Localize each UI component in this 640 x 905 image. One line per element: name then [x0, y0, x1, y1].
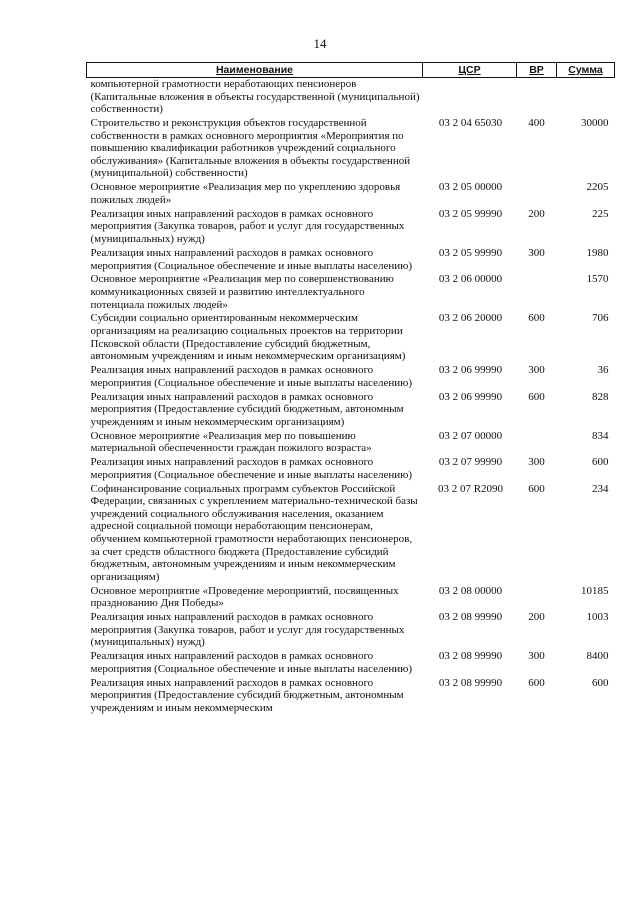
- row-name: Реализация иных направлений расходов в рамках основного мероприятия (Социальное обеспечение и иные выплаты населению): [90, 246, 413, 272]
- row-sum: 600: [592, 676, 609, 689]
- table-row: [87, 117, 615, 181]
- header-sum: [557, 63, 615, 78]
- row-sum: 36: [597, 364, 609, 377]
- table-row: [87, 483, 615, 585]
- header-name-label: Наименование: [215, 64, 294, 76]
- header-csr-label: ЦСР: [458, 64, 481, 76]
- row-csr: 03 2 08 99990: [438, 611, 503, 624]
- row-sum: 10185: [581, 584, 609, 597]
- row-vr: 600: [528, 312, 545, 325]
- row-vr: 300: [528, 246, 545, 259]
- row-sum: 600: [592, 456, 609, 469]
- row-csr: 03 2 07 99990: [438, 456, 503, 469]
- row-vr: 600: [528, 390, 545, 403]
- row-sum: 1003: [586, 611, 609, 624]
- row-sum: 834: [592, 429, 609, 442]
- table-row: [87, 456, 615, 482]
- table-row: [87, 247, 615, 273]
- header-csr: [423, 63, 517, 78]
- row-vr: [517, 430, 557, 456]
- row-vr: 600: [528, 676, 545, 689]
- row-csr: 03 2 06 20000: [438, 312, 503, 325]
- row-csr: 03 2 07 R2090: [437, 482, 504, 495]
- row-vr: [517, 273, 557, 312]
- table-row: [87, 677, 615, 716]
- row-name: Основное мероприятие «Проведение мероприятий, посвященных празднованию Дня Победы»: [90, 584, 399, 610]
- table-header: [87, 63, 615, 78]
- row-name: Реализация иных направлений расходов в рамках основного мероприятия (Социальное обеспечение и иные выплаты населению): [90, 650, 413, 675]
- table-row: [87, 391, 615, 430]
- header-name: [87, 63, 423, 78]
- row-vr: 200: [528, 207, 545, 220]
- row-name: Основное мероприятие «Реализация мер по повышению материальной обеспеченности граждан пожилого возраста»: [90, 429, 372, 455]
- row-vr: 300: [528, 650, 545, 663]
- row-vr: [517, 78, 557, 118]
- row-sum: 706: [592, 312, 609, 325]
- budget-table: [86, 62, 615, 716]
- row-name: Софинансирование социальных программ субъектов Российской Федерации, связанных с укреплением материально-технической базы учреждений социального обслуживания населения, оказанием адресной социальной помощи неработающим пенсионерам, обучением компьютерной грамотности неработающих пенсионеров, за счет средств областного бюджета (Предоставление субсидий бюджетным, автономным учреждениям и иным некоммерческим организациям): [90, 482, 418, 583]
- row-name: Реализация иных направлений расходов в рамках основного мероприятия (Закупка товаров, работ и услуг для государственных (муниципальных) нужд): [90, 611, 405, 649]
- row-name: Основное мероприятие «Реализация мер по совершенствованию коммуникационных связей и развитию интеллектуального потенциала пожилых людей»: [90, 273, 394, 311]
- row-name: Основное мероприятие «Реализация мер по укреплению здоровья пожилых людей»: [90, 181, 401, 206]
- row-sum: 2205: [586, 181, 609, 194]
- row-vr: 400: [528, 117, 545, 130]
- header-row: [87, 63, 615, 78]
- row-vr: [517, 585, 557, 611]
- row-vr: 200: [528, 611, 545, 624]
- row-csr: 03 2 08 00000: [438, 584, 503, 597]
- row-name: Реализация иных направлений расходов в рамках основного мероприятия (Социальное обеспечение и иные выплаты населению): [90, 364, 413, 389]
- table-row: [87, 364, 615, 390]
- row-name: Строительство и реконструкция объектов государственной собственности в рамках основного мероприятия «Мероприятия по повышению квалификации работников учреждений социального обслуживания» (Капитальные вложения в объекты государственной (муниципальной) собственности): [90, 117, 411, 180]
- header-sum-label: Сумма: [568, 64, 603, 76]
- row-name: Реализация иных направлений расходов в рамках основного мероприятия (Предоставление субсидий бюджетным, автономным учреждениям и иным некоммерческим организациям): [90, 390, 404, 428]
- row-sum: 828: [592, 390, 609, 403]
- row-vr: [517, 181, 557, 207]
- table-row: [87, 650, 615, 676]
- row-name: компьютерной грамотности неработающих пенсионеров (Капитальные вложения в объекты государственной (муниципальной) собственности): [90, 78, 420, 116]
- row-sum: 234: [592, 482, 609, 495]
- row-vr: 300: [528, 456, 545, 469]
- page-number: 14: [313, 36, 327, 51]
- row-sum: 8400: [586, 650, 609, 663]
- row-sum: 225: [592, 207, 609, 220]
- row-csr: 03 2 05 00000: [438, 181, 503, 194]
- row-csr: 03 2 06 99990: [438, 364, 503, 377]
- row-name: Реализация иных направлений расходов в рамках основного мероприятия (Социальное обеспечение и иные выплаты населению): [90, 456, 413, 481]
- table-row: [87, 78, 615, 118]
- header-vr-label: ВР: [529, 64, 544, 76]
- header-vr: [517, 63, 557, 78]
- row-sum: [557, 78, 615, 118]
- row-csr: 03 2 08 99990: [438, 676, 503, 689]
- table-row: [87, 273, 615, 312]
- table-row: [87, 430, 615, 456]
- row-csr: [423, 78, 517, 118]
- table-row: [87, 208, 615, 247]
- row-csr: 03 2 06 00000: [438, 273, 503, 286]
- table-row: [87, 585, 615, 611]
- row-csr: 03 2 08 99990: [438, 650, 503, 663]
- row-vr: 600: [528, 482, 545, 495]
- row-name: Субсидии социально ориентированным некоммерческим организациям на реализацию социальных проектов на территории Псковской области (Предоставление субсидий бюджетным, автономным учреждениям и иным некоммерческим организациям): [90, 312, 406, 363]
- row-sum: 1570: [586, 273, 609, 286]
- row-name: Реализация иных направлений расходов в рамках основного мероприятия (Предоставление субсидий бюджетным, автономным учреждениям и иным некоммерческим: [90, 676, 404, 714]
- row-name: Реализация иных направлений расходов в рамках основного мероприятия (Закупка товаров, работ и услуг для государственных (муниципальных) нужд): [90, 207, 405, 246]
- row-csr: 03 2 05 99990: [438, 246, 503, 259]
- row-vr: 300: [528, 364, 545, 377]
- table-row: [87, 181, 615, 207]
- row-sum: 30000: [581, 117, 609, 130]
- table-body: [87, 78, 615, 716]
- row-csr: 03 2 07 00000: [438, 429, 503, 442]
- row-csr: 03 2 05 99990: [438, 207, 503, 220]
- table-row: [87, 312, 615, 364]
- row-sum: 1980: [586, 246, 609, 259]
- table-row: [87, 611, 615, 650]
- row-csr: 03 2 06 99990: [438, 390, 503, 403]
- row-csr: 03 2 04 65030: [438, 117, 503, 130]
